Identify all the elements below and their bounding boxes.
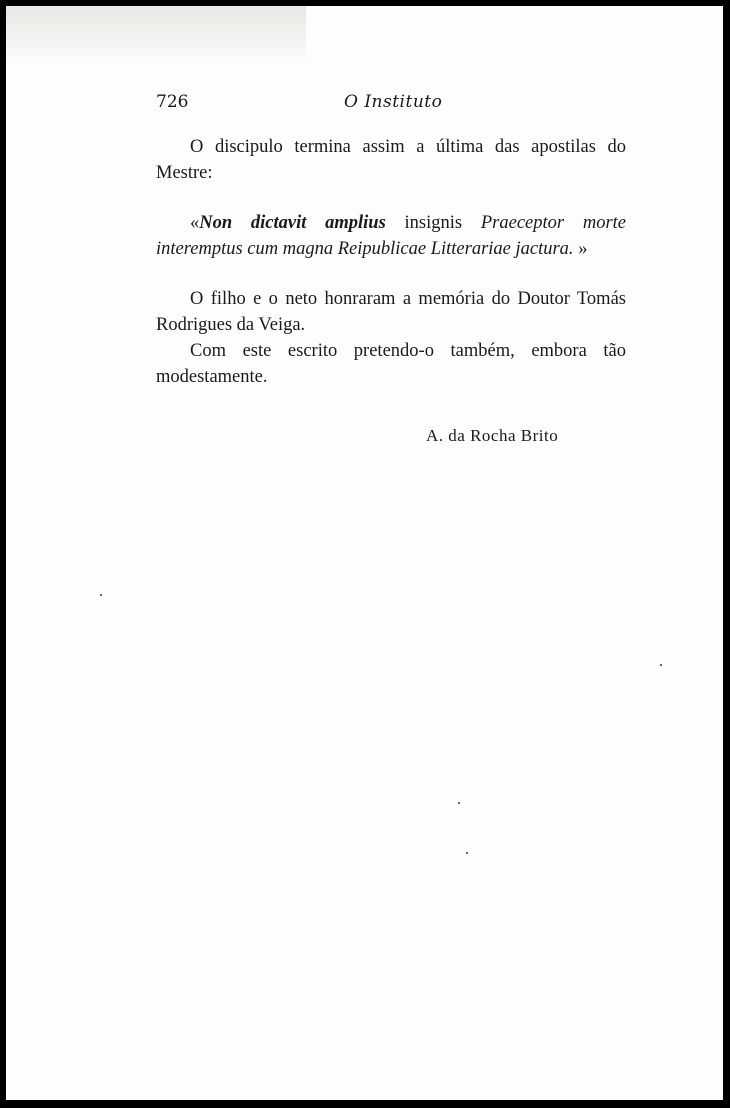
document-page [6, 6, 723, 1100]
scan-speck [660, 664, 662, 666]
author-signature: A. da Rocha Brito [426, 426, 559, 445]
paragraph-2: O filho e o neto honraram a memória do Doutor Tomás Rodrigues da Veiga. [156, 289, 626, 335]
scan-smudge [6, 6, 306, 66]
running-title: O Instituto [344, 92, 443, 112]
scan-speck [100, 594, 102, 596]
scan-speck [458, 802, 460, 804]
paragraph-1: O discipulo termina assim a última das apostilas do Mestre: [156, 137, 626, 183]
page-header [156, 92, 626, 116]
quote-part-2: insignis [385, 213, 481, 233]
page-number: 726 [156, 92, 189, 112]
body-text [156, 134, 626, 390]
paragraph-3: Com este escrito pretendo-o também, embora tão modestamente. [156, 341, 626, 387]
quote-part-3: Praeceptor morte interemptus cum magna Reipublicae Litterariae jactura. [156, 213, 626, 259]
quote-open-mark: « [190, 213, 200, 233]
scan-speck [466, 852, 468, 854]
quote-part-1: Non dictavit amplius [199, 213, 386, 233]
latin-quote [156, 210, 626, 262]
quote-close-mark: » [573, 239, 588, 259]
